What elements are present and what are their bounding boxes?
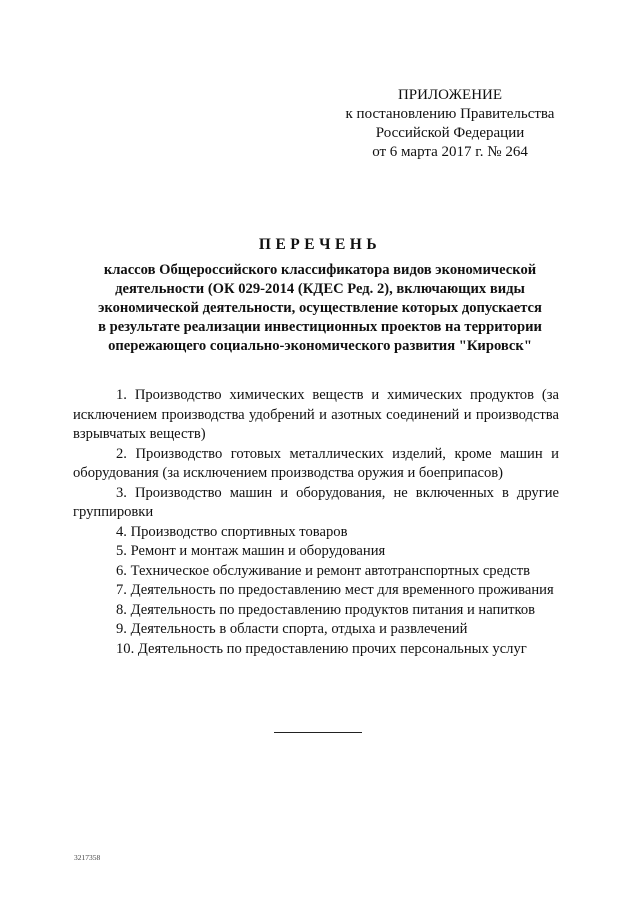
appendix-line: Российской Федерации (375, 125, 525, 141)
list-item: 7. Деятельность по предоставлению мест для временного проживания (116, 582, 554, 598)
list-item: 5. Ремонт и монтаж машин и оборудования (116, 543, 386, 559)
list-item: 4. Производство спортивных товаров (116, 523, 348, 540)
subtitle-line: в результате реализации инвестиционных проектов на территории (98, 319, 542, 335)
subtitle-line: экономической деятельности, осуществление которых допускается (98, 300, 542, 316)
list-item: 6. Техническое обслуживание и ремонт автотранспортных средств (116, 562, 531, 579)
appendix-line: к постановлению Правительства (345, 106, 555, 122)
appendix-label: ПРИЛОЖЕНИЕ (397, 87, 503, 103)
document-title: ПЕРЕЧЕНЬ (258, 236, 382, 253)
subtitle-line: классов Общероссийского классификатора видов экономической (103, 262, 537, 278)
list-item: 9. Деятельность в области спорта, отдыха и развлечений (116, 621, 468, 637)
appendix-block (330, 86, 570, 162)
list-item: 3. Производство машин и оборудования, не включенных в другие группировки (73, 484, 559, 520)
subtitle-line: деятельности (ОК 029-2014 (КДЕС Ред. 2), включающих виды (115, 281, 525, 297)
subtitle-line: опережающего социально-экономического развития "Кировск" (108, 338, 532, 354)
document-subtitle (60, 261, 580, 356)
list-item: 2. Производство готовых металлических изделий, кроме машин и оборудования (за исключением производства оружия и боеприпасов) (73, 445, 559, 481)
appendix-date-number: от 6 марта 2017 г. № 264 (372, 144, 528, 160)
list-item: 10. Деятельность по предоставлению прочих персональных услуг (116, 640, 527, 657)
document-number: 3217358 (74, 853, 101, 862)
activity-list (73, 386, 559, 659)
list-item: 8. Деятельность по предоставлению продуктов питания и напитков (116, 601, 536, 618)
end-separator-line (274, 732, 362, 733)
list-item: 1. Производство химических веществ и химических продуктов (за исключением производства удобрений и азотных соединений и производства взрывчатых веществ) (73, 387, 559, 442)
